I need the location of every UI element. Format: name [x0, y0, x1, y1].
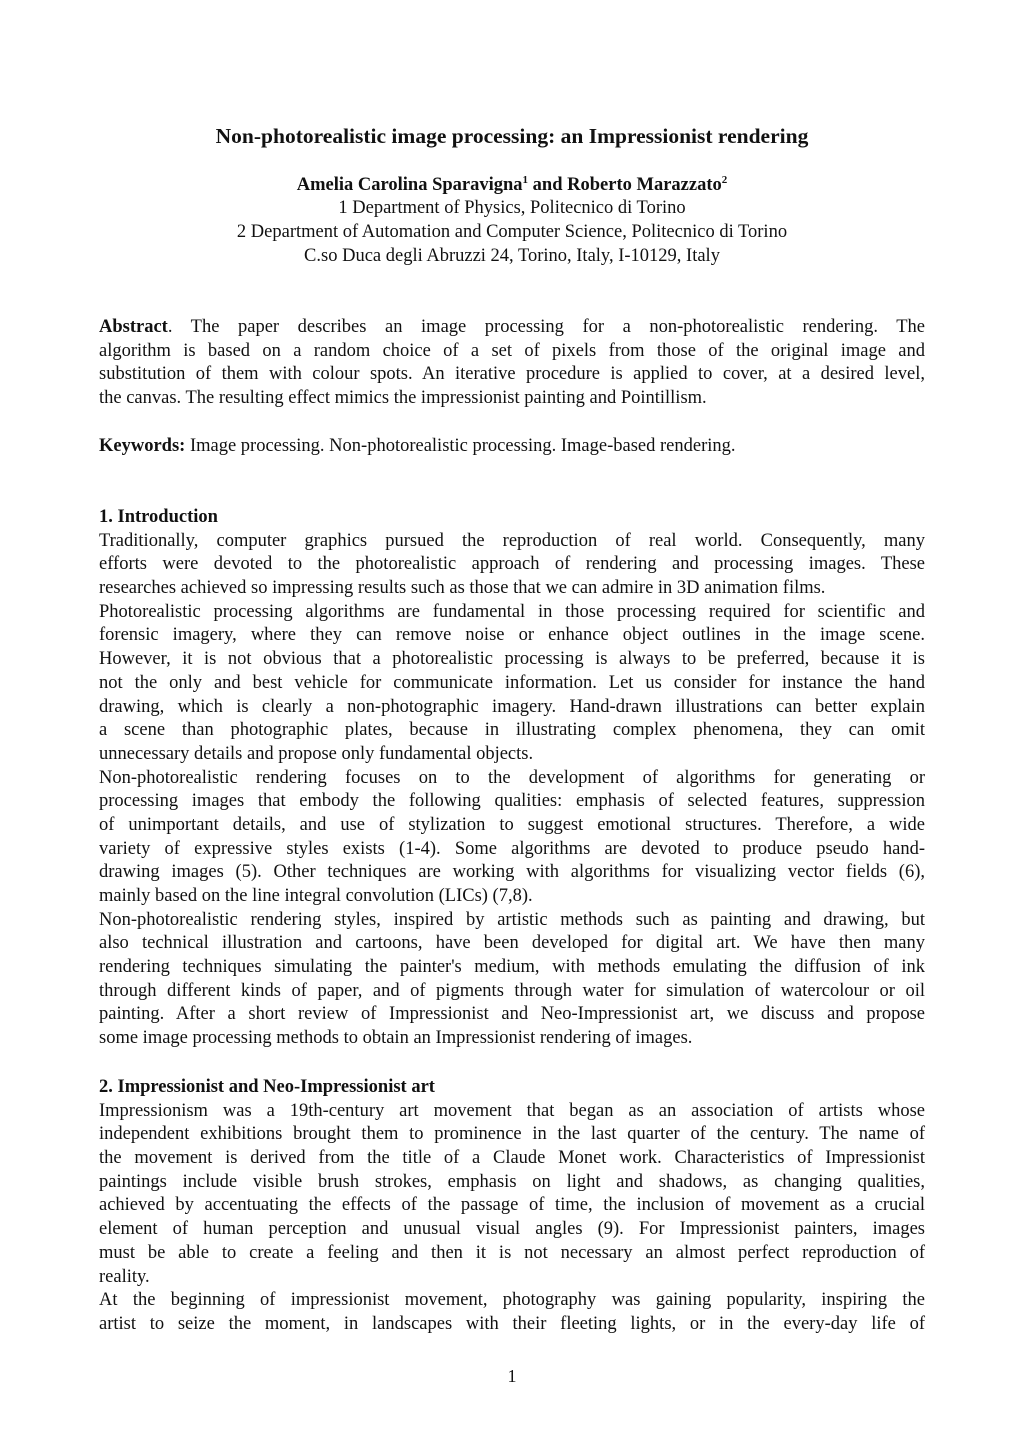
author-1-affil: 1 — [522, 174, 529, 186]
abstract — [99, 316, 925, 411]
text-line: Non-photorealistic rendering focuses on to the development of algorithms for generating or — [99, 767, 925, 788]
author-2: and Roberto Marazzato — [528, 175, 722, 196]
text-line: reality. — [99, 1266, 150, 1287]
text-line: through different kinds of paper, and of pigments through water for simulation of watercolour or oil — [99, 980, 925, 1001]
keywords-text: Image processing. Non-photorealistic processing. Image-based rendering. — [185, 436, 736, 456]
text-line: of unimportant details, and use of stylization to suggest emotional structures. Therefore, a wide — [99, 814, 925, 835]
text-line: must be able to create a feeling and then it is not necessary an almost perfect reproduction of — [99, 1242, 925, 1263]
text-line: unnecessary details and propose only fundamental objects. — [99, 743, 534, 764]
text-line: efforts were devoted to the photorealistic approach of rendering and processing images. These — [99, 554, 925, 575]
keywords-label: Keywords: — [99, 436, 186, 456]
text-line: forensic imagery, where they can remove noise or enhance object outlines in the image scene. — [99, 625, 925, 646]
text-line: researches achieved so impressing results such as those that we can admire in 3D animation films. — [99, 578, 826, 599]
text-line: At the beginning of impressionist movement, photography was gaining popularity, inspiring the — [99, 1290, 925, 1311]
text-line: drawing, which is clearly a non-photographic imagery. Hand-drawn illustrations can better explain — [99, 696, 925, 717]
text-line: variety of expressive styles exists (1-4). Some algorithms are devoted to produce pseudo hand- — [99, 838, 925, 859]
authors — [0, 174, 1024, 196]
text-line: algorithm is based on a random choice of a set of pixels from those of the original image and — [99, 340, 925, 361]
text-line: drawing images (5). Other techniques are working with algorithms for visualizing vector fields (6), — [99, 862, 925, 883]
text-line: artist to seize the moment, in landscapes with their fleeting lights, or in the every-day life of — [99, 1313, 925, 1334]
section-impressionist-art — [99, 1076, 925, 1337]
text-line: the movement is derived from the title of a Claude Monet work. Characteristics of Impressionist — [99, 1148, 925, 1169]
affiliation-2: 2 Department of Automation and Computer Science, Politecnico di Torino — [236, 222, 788, 242]
author-1: Amelia Carolina Sparavigna — [296, 175, 523, 196]
text-line: independent exhibitions brought them to prominence in the last quarter of the century. The name of — [99, 1124, 925, 1145]
text-line: element of human perception and unusual visual angles (9). For Impressionist painters, images — [99, 1219, 925, 1240]
section-heading: 2. Impressionist and Neo-Impressionist art — [99, 1077, 435, 1097]
text-line: Abstract. The paper describes an image processing for a non-photorealistic rendering. The — [99, 317, 925, 337]
section-heading: 1. Introduction — [99, 507, 218, 527]
page-number: 1 — [507, 1366, 517, 1386]
affiliation-address: C.so Duca degli Abruzzi 24, Torino, Italy, I-10129, Italy — [304, 246, 720, 266]
author-2-affil: 2 — [721, 174, 728, 186]
text-line: Impressionism was a 19th-century art movement that began as an association of artists whose — [99, 1100, 925, 1121]
text-line: paintings include visible brush strokes, emphasis on light and shadows, as changing qualities, — [99, 1171, 925, 1192]
section-introduction — [99, 506, 925, 1051]
text-line: some image processing methods to obtain an Impressionist rendering of images. — [99, 1028, 693, 1049]
text-line: a scene than photographic plates, because in illustrating complex phenomena, they can omit — [99, 720, 925, 741]
text-line: Photorealistic processing algorithms are fundamental in those processing required for scientific and — [99, 601, 925, 622]
text-line: However, it is not obvious that a photorealistic processing is always to be preferred, because it is — [99, 649, 925, 670]
text-line: Traditionally, computer graphics pursued the reproduction of real world. Consequently, many — [99, 530, 925, 551]
text-line: also technical illustration and cartoons, have been developed for digital art. We have then many — [99, 933, 925, 954]
paper-title: Non-photorealistic image processing: an Impressionist rendering — [215, 124, 809, 148]
text-line: rendering techniques simulating the painter's medium, with methods emulating the diffusion of ink — [99, 957, 925, 978]
text-line: processing images that embody the following qualities: emphasis of selected features, suppression — [99, 791, 925, 812]
affiliation-1: 1 Department of Physics, Politecnico di Torino — [338, 198, 686, 218]
text-line: substitution of them with colour spots. An iterative procedure is applied to cover, at a desired level, — [99, 364, 925, 385]
keywords — [99, 435, 925, 459]
text-line: painting. After a short review of Impressionist and Neo-Impressionist art, we discuss and propose — [99, 1004, 925, 1025]
text-line: Non-photorealistic rendering styles, inspired by artistic methods such as painting and drawing, but — [99, 909, 925, 930]
text-line: the canvas. The resulting effect mimics the impressionist painting and Pointillism. — [99, 388, 707, 409]
text-line: not the only and best vehicle for communicate information. Let us consider for instance the hand — [99, 672, 925, 693]
text-line: achieved by accentuating the effects of the passage of time, the inclusion of movement as a crucial — [99, 1195, 925, 1216]
text-line: mainly based on the line integral convolution (LICs) (7,8). — [99, 886, 533, 906]
